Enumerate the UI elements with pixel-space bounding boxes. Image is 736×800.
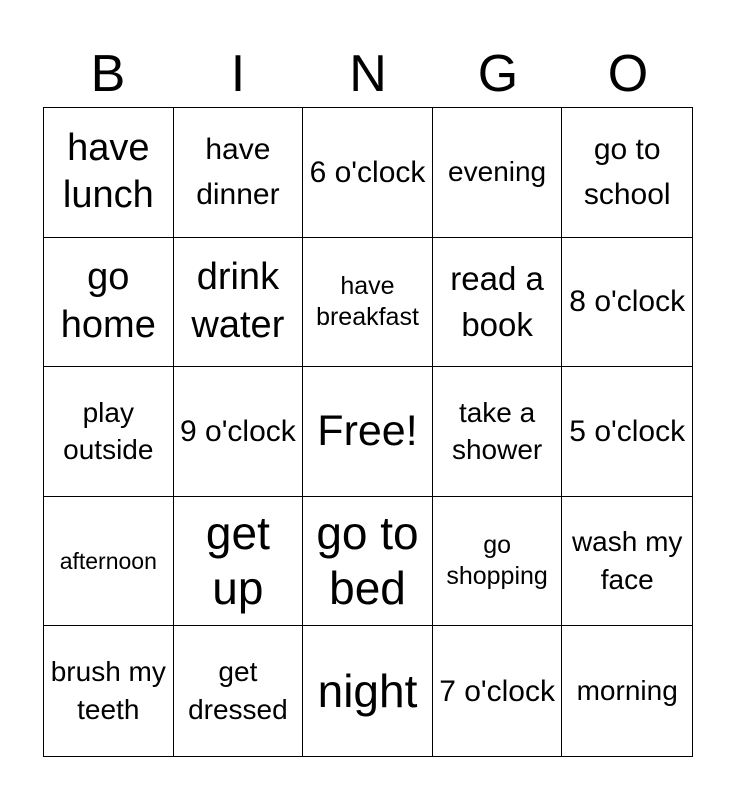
cell-text: 9 o'clock xyxy=(180,414,296,448)
cell-text: have dinner xyxy=(196,133,280,212)
bingo-cell[interactable] xyxy=(433,108,563,238)
cell-text: wash my face xyxy=(571,526,683,596)
bingo-cell[interactable] xyxy=(174,108,304,238)
cell-text: brush my teeth xyxy=(50,656,166,726)
bingo-header xyxy=(43,40,693,108)
bingo-cell[interactable] xyxy=(562,238,692,368)
bingo-cell[interactable] xyxy=(174,367,304,497)
bingo-cell[interactable] xyxy=(44,108,174,238)
cell-text: night xyxy=(317,664,418,717)
cell-text: go to school xyxy=(583,133,671,212)
cell-text: afternoon xyxy=(59,547,157,574)
cell-text: go shopping xyxy=(446,530,548,591)
cell-text: play outside xyxy=(63,396,154,466)
cell-text: have breakfast xyxy=(316,271,419,331)
bingo-cell[interactable] xyxy=(433,497,563,627)
bingo-cell[interactable] xyxy=(562,626,692,756)
bingo-cell[interactable] xyxy=(303,626,433,756)
cell-text: morning xyxy=(576,675,678,707)
cell-text: take a shower xyxy=(451,396,543,466)
header-letter-i: I xyxy=(230,45,246,103)
cell-text: go home xyxy=(60,256,156,346)
cell-text: drink water xyxy=(191,256,285,346)
cell-text: have lunch xyxy=(62,126,154,217)
bingo-cell-free-space[interactable] xyxy=(303,367,433,497)
bingo-cell[interactable] xyxy=(562,108,692,238)
cell-text: Free! xyxy=(317,407,418,456)
cell-text: 6 o'clock xyxy=(309,155,426,189)
bingo-cell[interactable] xyxy=(433,238,563,368)
bingo-cell[interactable] xyxy=(303,238,433,368)
header-letter-b: B xyxy=(90,45,126,103)
bingo-board xyxy=(43,107,693,757)
bingo-cell[interactable] xyxy=(562,497,692,627)
bingo-cell[interactable] xyxy=(562,367,692,497)
bingo-cell[interactable] xyxy=(433,626,563,756)
bingo-cell[interactable] xyxy=(44,238,174,368)
bingo-cell[interactable] xyxy=(44,497,174,627)
header-letter-g: G xyxy=(477,45,519,103)
bingo-cell[interactable] xyxy=(303,497,433,627)
bingo-cell[interactable] xyxy=(174,238,304,368)
bingo-cell[interactable] xyxy=(44,367,174,497)
cell-text: 7 o'clock xyxy=(439,674,555,708)
cell-text: get dressed xyxy=(188,656,288,726)
cell-text: evening xyxy=(448,156,547,188)
bingo-cell[interactable] xyxy=(174,497,304,627)
cell-text: 8 o'clock xyxy=(569,285,686,319)
bingo-cell[interactable] xyxy=(174,626,304,756)
bingo-cell[interactable] xyxy=(433,367,563,497)
header-letter-o: O xyxy=(607,45,649,103)
cell-text: get up xyxy=(205,506,270,615)
cell-text: 5 o'clock xyxy=(569,414,686,448)
bingo-cell[interactable] xyxy=(44,626,174,756)
header-letter-n: N xyxy=(349,45,387,103)
cell-text: go to bed xyxy=(316,506,419,615)
cell-text: read a book xyxy=(450,259,544,343)
bingo-cell[interactable] xyxy=(303,108,433,238)
